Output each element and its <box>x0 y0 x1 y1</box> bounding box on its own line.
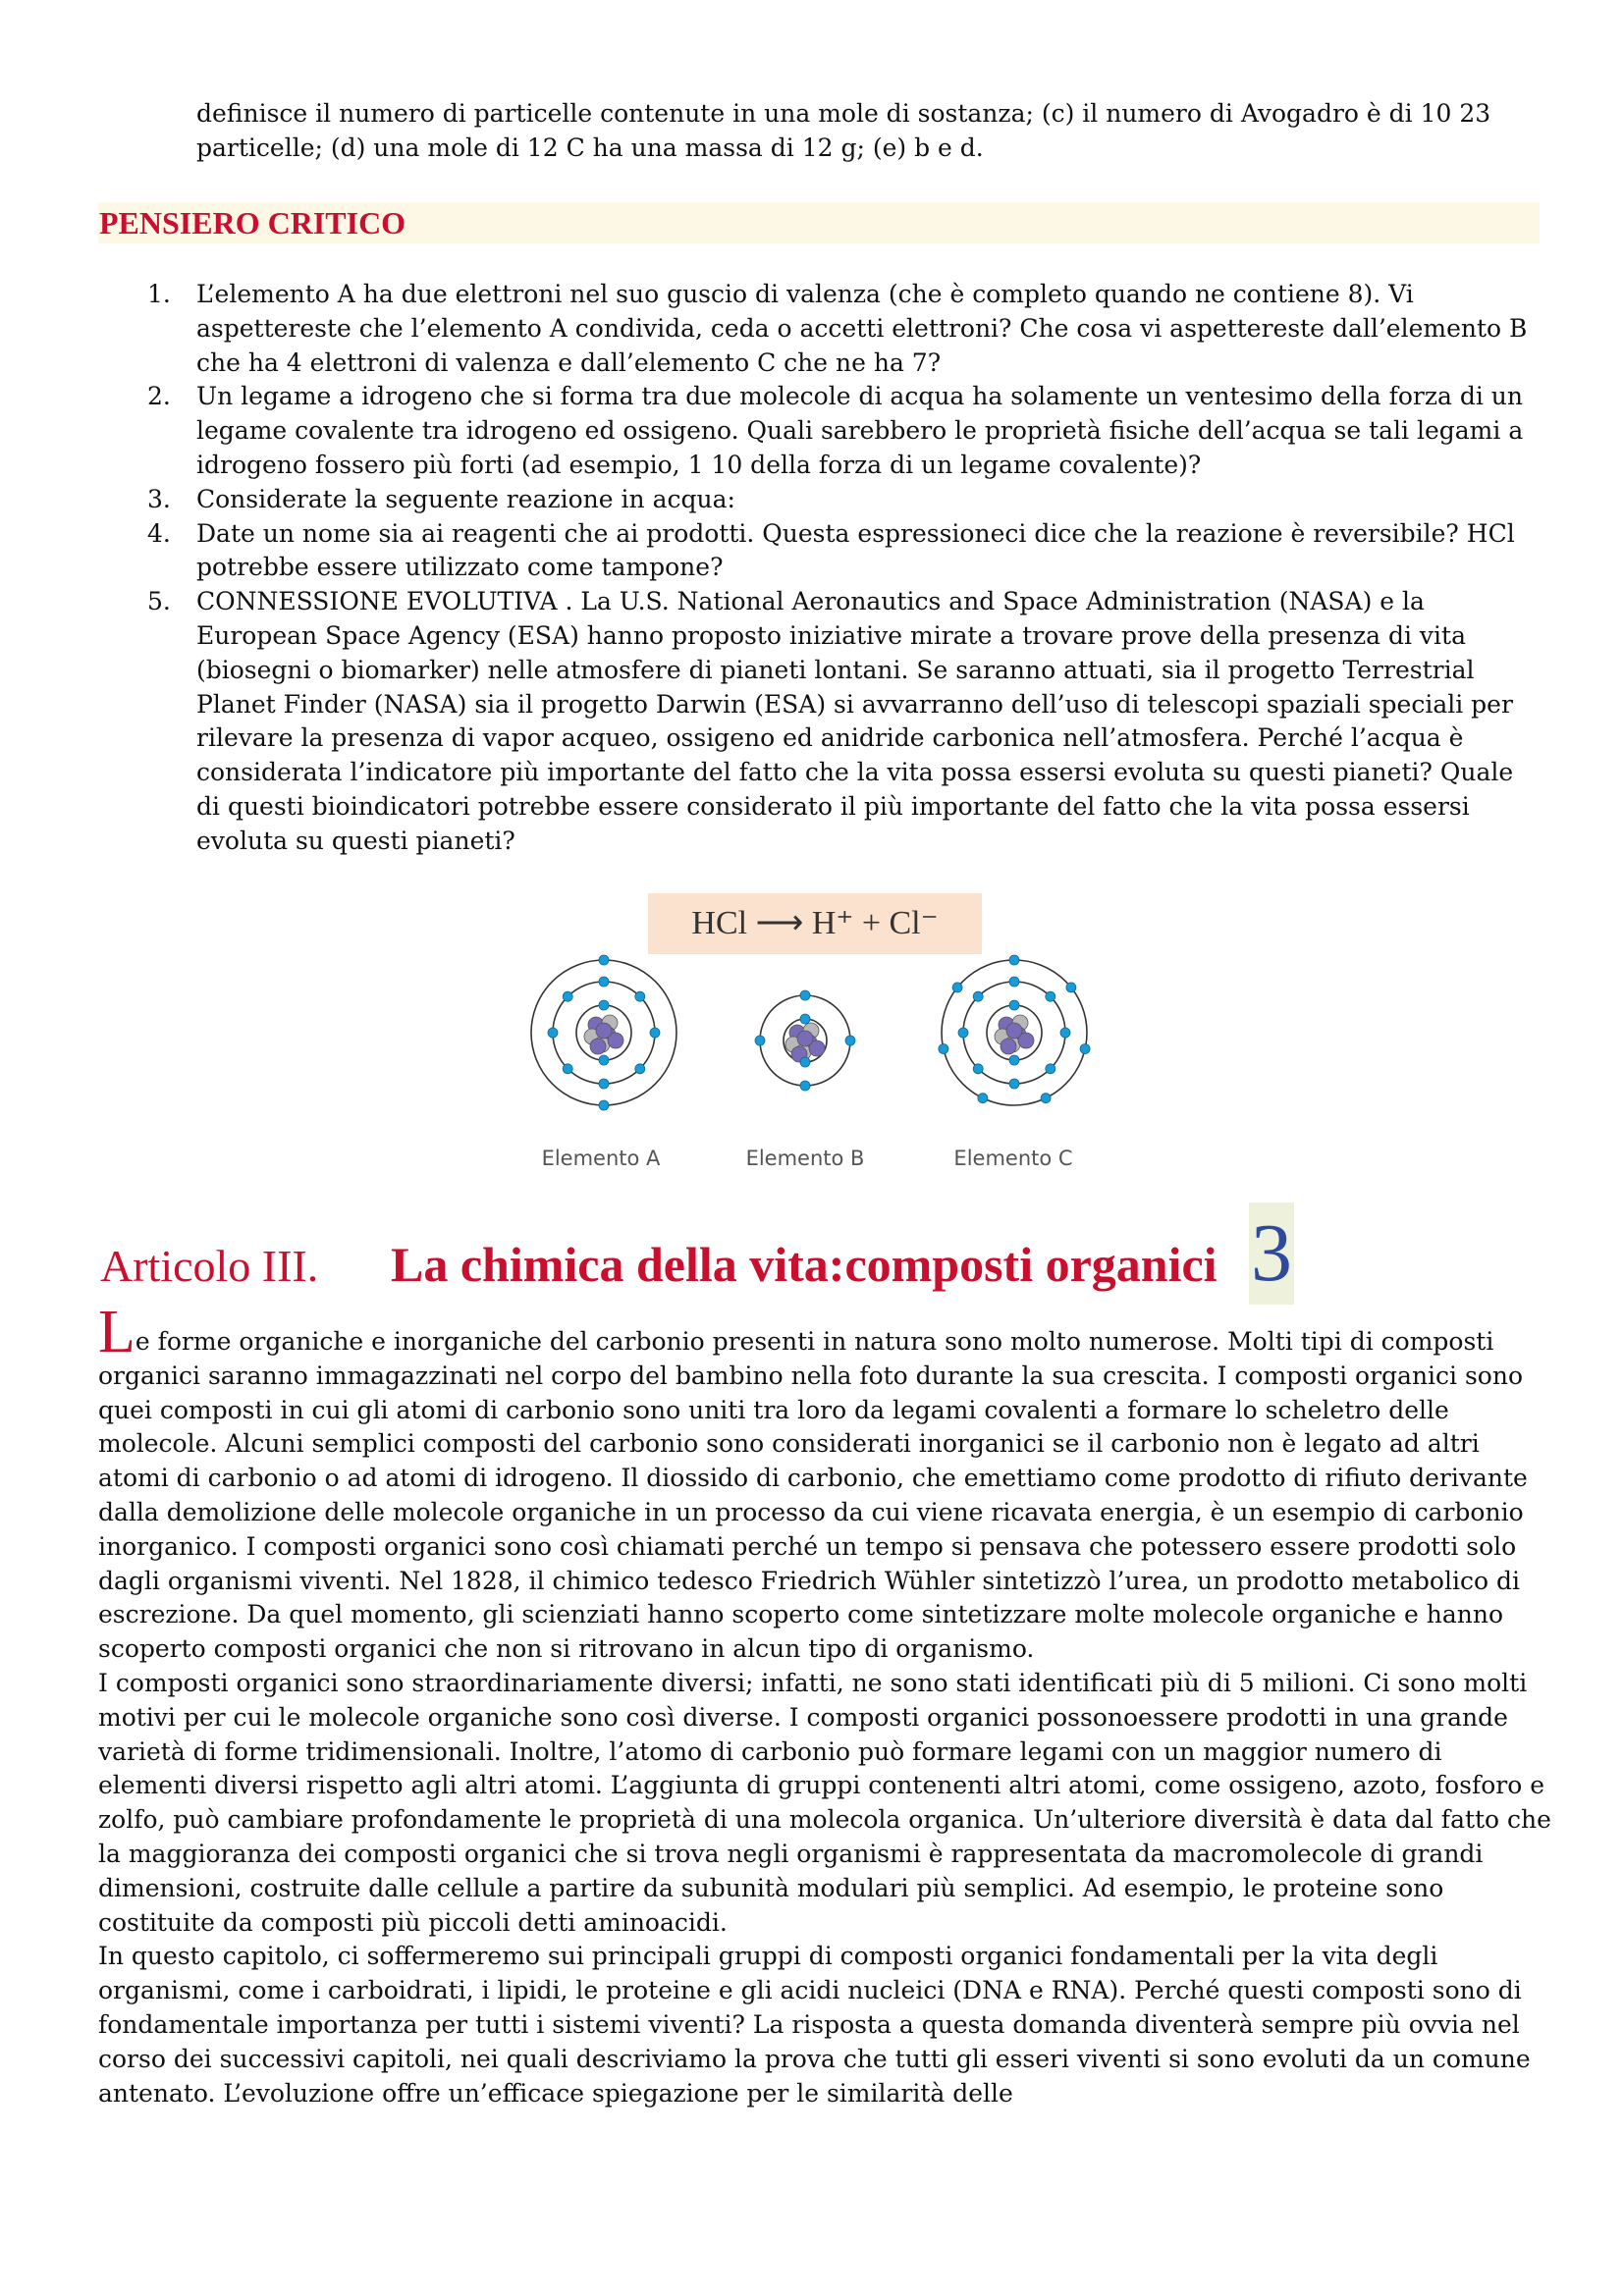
electron <box>1060 1028 1070 1038</box>
electron <box>1080 1044 1090 1054</box>
electron <box>599 1079 609 1089</box>
electron <box>563 1064 572 1074</box>
chapter-number: 3 <box>1251 1207 1292 1299</box>
electron <box>635 991 645 1001</box>
electron <box>599 955 609 965</box>
article-heading <box>98 1202 1551 1301</box>
question-text: Considerate la seguente reazione in acqua: <box>196 484 735 513</box>
electron <box>845 1036 855 1045</box>
paragraph-text: e forme organiche e inorganiche del carbonio presenti in natura sono molto numerose. Molti tipi di composti organici saranno immagazzinati nel corpo del bambino nella foto durante la sua crescita. I composti organici sono quei composti in cui gli atomi di carbonio sono uniti tra loro da legami covalenti a formare lo scheletro delle molecole. Alcuni semplici composti del carbonio sono considerati inorganici se il carbonio non è legato ad altri atomi di carbonio o ad atomi di idrogeno. Il diossido di carbonio, che emettiamo come prodotto di rifiuto derivante dalla demolizione delle molecole organiche in un processo da cui viene ricavata energia, è un esempio di carbonio inorganico. I composti organici sono così chiamati perché un tempo si pensava che potessero essere prodotti solo dagli organismi viventi. Nel 1828, il chimico tedesco Friedrich Wühler sintetizzò l’urea, un prodotto metabolico di escrezione. Da quel momento, gli scienziati hanno scoperto come sintetizzare molte molecole organiche e hanno scoperto composti organici che non si ritrovano in alcun tipo di organismo. <box>98 1327 1528 1664</box>
electron <box>1009 1079 1019 1089</box>
list-item <box>147 278 1542 380</box>
question-number: 3. <box>147 484 171 513</box>
electron <box>635 1064 645 1074</box>
electron <box>599 1055 609 1065</box>
electron <box>1009 955 1019 965</box>
electron <box>800 990 810 1000</box>
question-number: 4. <box>147 518 171 548</box>
atom-b-diagram <box>755 990 855 1091</box>
electron <box>1009 1000 1019 1010</box>
electron <box>1041 1094 1051 1103</box>
article-body <box>98 1299 1551 2110</box>
atom-label-a: Elemento A <box>541 1147 661 1170</box>
question-text: Un legame a idrogeno che si forma tra due molecole di acqua ha solamente un ventesimo della forza di un legame covalente tra idrogeno ed ossigeno. Quali sarebbero le proprietà fisiche dell’acqua se tali legami a idrogeno fossero più forti (ad esempio, 1 10 della forza di un legame covalente)? <box>196 382 1524 479</box>
electron <box>1066 983 1076 992</box>
question-text: CONNESSIONE EVOLUTIVA . La U.S. National Aeronautics and Space Administration (NASA) e la European Space Agency (ESA) hanno proposto iniziative mirate a trovare prove della presenza di vita (biosegni o biomarker) nelle atmosfere di pianeti lontani. Se saranno attuati, sia il progetto Terrestrial Planet Finder (NASA) sia il progetto Darwin (ESA) si avvarranno dell’uso di telescopi spaziali speciali per rilevare la presenza di vapor acqueo, ossigeno ed anidride carbonica nell’atmosfera. Perché l’acqua è considerata l’indicatore più importante del fatto che la vita possa essersi evoluta su questi pianeti? Quale di questi bioindicatori potrebbe essere considerato il più importante del fatto che la vita possa essersi evoluta su questi pianeti? <box>196 587 1514 855</box>
electron <box>599 1000 609 1010</box>
electron <box>800 1057 810 1067</box>
electron <box>599 977 609 987</box>
drop-cap: L <box>98 1299 135 1365</box>
body-paragraph-1 <box>98 1299 1551 1667</box>
question-list <box>147 278 1542 859</box>
list-item <box>147 380 1542 482</box>
proton <box>596 1023 612 1039</box>
atom-diagrams <box>511 954 1100 1111</box>
electron <box>958 1028 968 1038</box>
electron <box>1009 1055 1019 1065</box>
list-item <box>147 517 1542 586</box>
electron <box>650 1028 660 1038</box>
electron <box>563 991 572 1001</box>
proton <box>590 1039 606 1054</box>
atom-c-diagram <box>939 955 1090 1105</box>
list-item <box>147 483 1542 517</box>
atom-figure <box>511 893 1100 1188</box>
proton <box>1006 1023 1022 1039</box>
atom-label-c: Elemento C <box>953 1147 1073 1170</box>
electron <box>755 1036 765 1045</box>
electron <box>800 1081 810 1091</box>
electron <box>1046 1064 1055 1074</box>
atom-label-b: Elemento B <box>745 1147 865 1170</box>
electron <box>939 1044 948 1054</box>
question-number: 5. <box>147 587 171 616</box>
body-paragraph-2: I composti organici sono straordinariamente diversi; infatti, ne sono stati identificati più di 5 milioni. Ci sono molti motivi per cui le molecole organiche sono così diverse. I composti organici possonoessere prodotti in una grande varietà di forme tridimensionali. Inoltre, l’atomo di carbonio può formare legami con un maggior numero di elementi diversi rispetto agli altri atomi. L’aggiunta di gruppi contenenti altri atomi, come ossigeno, azoto, fosforo e zolfo, può cambiare profondamente le proprietà di una molecola organica. Un’ulteriore diversità è data dal fatto che la maggioranza dei composti organici che si trova negli organismi è rappresentata da macromolecole di grandi dimensioni, costruite dalle cellule a partire da subunità modulari più semplici. Ad esempio, le proteine sono costituite da composti più piccoli detti aminoacidi. <box>98 1668 1551 1937</box>
intro-paragraph: definisce il numero di particelle contenute in una mole di sostanza; (c) il numero di Avogadro è di 10 23 particelle; (d) una mole di 12 C ha una massa di 12 g; (e) b e d. <box>196 99 1491 162</box>
electron <box>599 1100 609 1110</box>
proton <box>797 1031 813 1046</box>
article-label: Articolo III. <box>100 1241 319 1291</box>
atom-a-diagram <box>531 955 676 1110</box>
electron <box>978 1094 988 1103</box>
section-title: PENSIERO CRITICO <box>99 205 406 240</box>
proton <box>1001 1039 1016 1054</box>
question-text: Date un nome sia ai reagenti che ai prodotti. Questa espressioneci dice che la reazione è reversibile? HCl potrebbe essere utilizzato come tampone? <box>196 518 1515 582</box>
article-title: La chimica della vita:composti organici <box>391 1237 1217 1292</box>
electron <box>952 983 962 992</box>
electron <box>973 991 983 1001</box>
question-number: 2. <box>147 382 171 411</box>
electron <box>1009 977 1019 987</box>
electron <box>1046 991 1055 1001</box>
reaction-equation: HCl ⟶ H⁺ + Cl⁻ <box>691 905 939 941</box>
question-text: L’elemento A ha due elettroni nel suo guscio di valenza (che è completo quando ne contiene 8). Vi aspettereste che l’elemento A condivida, ceda o accetti elettroni? Che cosa vi aspettereste dall’elemento B che ha 4 elettroni di valenza e dall’elemento C che ne ha 7? <box>196 280 1528 377</box>
body-paragraph-3: In questo capitolo, ci soffermeremo sui principali gruppi di composti organici fondamentali per la vita degli organismi, come i carboidrati, i lipidi, le proteine e gli acidi nucleici (DNA e RNA). Perché questi composti sono di fondamentale importanza per tutti i sistemi viventi? La risposta a questa domanda diventerà sempre più ovvia nel corso dei successivi capitoli, nei quali descriviamo la prova che tutti gli esseri viventi si sono evoluti da un comune antenato. L’evoluzione offre un’efficace spiegazione per le similarità delle <box>98 1942 1531 2108</box>
electron <box>800 1014 810 1024</box>
equation-box <box>648 893 982 954</box>
list-item <box>147 585 1542 858</box>
electron <box>973 1064 983 1074</box>
question-number: 1. <box>147 280 171 308</box>
electron <box>548 1028 558 1038</box>
